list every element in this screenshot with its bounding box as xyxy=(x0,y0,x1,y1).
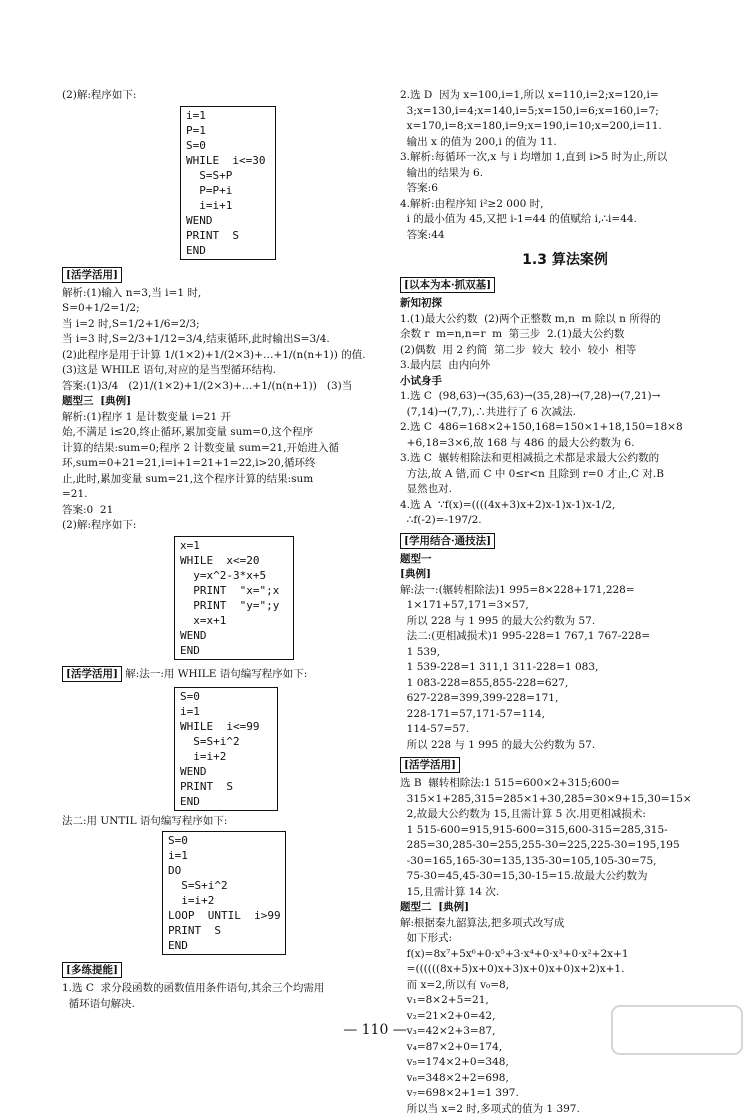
text-line: 1 539-228=1 311,1 311-228=1 083, xyxy=(400,660,730,676)
text-line: 输出的结果为 6. xyxy=(400,166,730,182)
right-column xyxy=(400,88,730,1117)
page-number: — 110 — xyxy=(0,1022,750,1038)
xiaoshi-title: 小试身手 xyxy=(400,374,730,390)
text-line: 1.选 C (98,63)→(35,63)→(35,28)→(7,28)→(7,21)→ xyxy=(400,389,730,405)
watermark-logo xyxy=(608,1000,748,1060)
text-line: 解析:(1)程序 1 是计数变量 i=21 开 xyxy=(62,410,392,426)
code-block-4: S=0 i=1 DO S=S+i^2 i=i+2 LOOP UNTIL i>99 PRINT S END xyxy=(162,831,286,955)
text-line: 输出 x 的值为 200,i 的值为 11. xyxy=(400,135,730,151)
text-line: 法二:(更相减损术)1 995-228=1 767,1 767-228= xyxy=(400,629,730,645)
text-line: 3.选 C 辗转相除法和更相减损之术都是求最大公约数的 xyxy=(400,451,730,467)
text-line: v₇=698×2+1=1 397. xyxy=(400,1086,730,1102)
huoxue3-tag: [活学活用] xyxy=(400,757,460,773)
text-line: 所以 228 与 1 995 的最大公约数为 57. xyxy=(400,738,730,754)
text-line: =((((((8x+5)x+0)x+3)x+0)x+0)x+2)x+1. xyxy=(400,962,730,978)
text-line: (2)此程序是用于计算 1/(1×2)+1/(2×3)+…+1/(n(n+1)) 的值. xyxy=(62,348,392,364)
part2-intro: (2)解:程序如下: xyxy=(62,88,392,104)
text-line: S=0+1/2=1/2; xyxy=(62,301,392,317)
text-line: 2.选 C 486=168×2+150,168=150×1+18,150=18×8 xyxy=(400,420,730,436)
text-line: 止,此时,累加变量 sum=21,这个程序计算的结果:sum xyxy=(62,472,392,488)
text-line: x=170,i=8;x=180,i=9;x=190,i=10;x=200,i=11. xyxy=(400,119,730,135)
text-line: 1×171+57,171=3×57, xyxy=(400,598,730,614)
dianli-tag: [典例] xyxy=(400,568,431,580)
text-line: 15,且需计算 14 次. xyxy=(400,885,730,901)
text-line: 余数 r m=n,n=r m 第三步 2.(1)最大公约数 xyxy=(400,327,730,343)
text-line: 315×1+285,315=285×1+30,285=30×9+15,30=15× xyxy=(400,792,730,808)
text-line: 4.解析:由程序知 i²≥2 000 时, xyxy=(400,197,730,213)
text-line: 1 083-228=855,855-228=627, xyxy=(400,676,730,692)
text-line: 答案:6 xyxy=(400,181,730,197)
fa2-text: 法二:用 UNTIL 语句编写程序如下: xyxy=(62,814,392,830)
duolian-tag: [多练提能] xyxy=(62,962,122,978)
text-line: 627-228=399,399-228=171, xyxy=(400,691,730,707)
text-line: 而 x=2,所以有 v₀=8, xyxy=(400,978,730,994)
text-line: 所以当 x=2 时,多项式的值为 1 397. xyxy=(400,1102,730,1117)
text-line: (2)偶数 用 2 约简 第二步 较大 较小 较小 相等 xyxy=(400,343,730,359)
text-line: 如下形式: xyxy=(400,931,730,947)
text-line: 解:根据秦九韶算法,把多项式改写成 xyxy=(400,916,730,932)
code-block-3: S=0 i=1 WHILE i<=99 S=S+i^2 i=i+2 WEND PRINT S END xyxy=(174,687,278,811)
text-line: 方法,故 A 错,而 C 中 0≤r<n 且除到 r=0 才止,C 对.B xyxy=(400,467,730,483)
text-line: 1 515-600=915,915-600=315,600-315=285,315- xyxy=(400,823,730,839)
text-line: 285=30,285-30=255,255-30=225,225-30=195,195 xyxy=(400,838,730,854)
text-line: 3.解析:每循环一次,x 与 i 均增加 1,直到 i>5 时为止,所以 xyxy=(400,150,730,166)
duolian-answer xyxy=(62,981,392,1012)
code-block-2: x=1 WHILE x<=20 y=x^2-3*x+5 PRINT "x=";x PRINT "y=";y x=x+1 WEND END xyxy=(174,536,294,660)
tx3-label: 题型三 xyxy=(62,395,94,407)
text-line: v₄=87×2+0=174, xyxy=(400,1040,730,1056)
text-line: v₂=21×2+0=42, xyxy=(400,1009,730,1025)
text-line: 114-57=57. xyxy=(400,722,730,738)
text-line: 始,不满足 i≤20,终止循环,累加变量 sum=0,这个程序 xyxy=(62,425,392,441)
text-line: (2)解:程序如下: xyxy=(62,518,392,534)
text-line: 3.最内层 由内向外 xyxy=(400,358,730,374)
text-line: -30=165,165-30=135,135-30=105,105-30=75, xyxy=(400,854,730,870)
huoxue2-tag: [活学活用] xyxy=(62,666,122,682)
huoxue-tag: [活学活用] xyxy=(62,267,122,283)
text-line: 解:法一:(辗转相除法)1 995=8×228+171,228= xyxy=(400,583,730,599)
tx2-tag: [典例] xyxy=(438,901,469,913)
text-line: 当 i=2 时,S=1/2+1/6=2/3; xyxy=(62,317,392,333)
text-line: 228-171=57,171-57=114, xyxy=(400,707,730,723)
text-line: 解析:(1)输入 n=3,当 i=1 时, xyxy=(62,286,392,302)
hx2-text: 解:法一:用 WHILE 语句编写程序如下: xyxy=(125,668,307,680)
text-line: v₁=8×2+5=21, xyxy=(400,993,730,1009)
text-line: 4.选 A ∵f(x)=((((4x+3)x+2)x-1)x-1)x-1/2, xyxy=(400,498,730,514)
code-block-1: i=1 P=1 S=0 WHILE i<=30 S=S+P P=P+i i=i+1 WEND PRINT S END xyxy=(180,106,276,260)
text-line: 75-30=45,45-30=15,30-15=15.故最大公约数为 xyxy=(400,869,730,885)
text-line: 2,故最大公约数为 15,且需计算 5 次.用更相减损术: xyxy=(400,807,730,823)
text-line: 3;x=130,i=4;x=140,i=5;x=150,i=6;x=160,i=7; xyxy=(400,104,730,120)
text-line: 循环语句解决. xyxy=(62,997,392,1013)
tx2-title: 题型二 xyxy=(400,901,432,913)
text-line: 1.选 C 求分段函数的函数值用条件语句,其余三个均需用 xyxy=(62,981,392,997)
text-line: 所以 228 与 1 995 的最大公约数为 57. xyxy=(400,614,730,630)
text-line: (3)这是 WHILE 语句,对应的是当型循环结构. xyxy=(62,363,392,379)
text-line: 1 539, xyxy=(400,645,730,661)
tx3-answer xyxy=(62,410,392,534)
text-line: 选 B 辗转相除法:1 515=600×2+315;600= xyxy=(400,776,730,792)
text-line: =21. xyxy=(62,487,392,503)
dianli-answer xyxy=(400,583,730,754)
tx3-tag: [典例] xyxy=(100,395,131,407)
text-line: ∴f(-2)=-197/2. xyxy=(400,513,730,529)
xinzhi-title: 新知初探 xyxy=(400,296,730,312)
text-line: 答案:44 xyxy=(400,228,730,244)
text-line: 显然也对. xyxy=(400,482,730,498)
yiben-tag: [以本为本·抓双基] xyxy=(400,277,495,293)
text-line: f(x)=8x⁷+5x⁶+0·x⁵+3·x⁴+0·x³+0·x²+2x+1 xyxy=(400,947,730,963)
xueyong-tag: [学用结合·通技法] xyxy=(400,533,495,549)
text-line: (7,14)→(7,7),∴共进行了 6 次减法. xyxy=(400,405,730,421)
text-line: v₅=174×2+0=348, xyxy=(400,1055,730,1071)
xiaoshi-answers xyxy=(400,389,730,529)
left-column xyxy=(62,88,392,1012)
text-line: 2.选 D 因为 x=100,i=1,所以 x=110,i=2;x=120,i= xyxy=(400,88,730,104)
text-line: v₆=348×2+2=698, xyxy=(400,1071,730,1087)
text-line: 答案:(1)3/4 (2)1/(1×2)+1/(2×3)+…+1/(n(n+1)) (3)当 xyxy=(62,379,392,395)
huoxue-answer xyxy=(62,286,392,395)
text-line: 环,sum=0+21=21,i=i+1=21+1=22,i>20,循环终 xyxy=(62,456,392,472)
huoxue3-answer xyxy=(400,776,730,900)
xinzhi-answers xyxy=(400,312,730,374)
text-line: 1.(1)最大公约数 (2)两个正整数 m,n m 除以 n 所得的 xyxy=(400,312,730,328)
answers-2-4 xyxy=(400,88,730,243)
text-line: v₃=42×2+3=87, xyxy=(400,1024,730,1040)
text-line: +6,18=3×6,故 168 与 486 的最大公约数为 6. xyxy=(400,436,730,452)
tx1-title: 题型一 xyxy=(400,552,730,568)
text-line: 答案:0 21 xyxy=(62,503,392,519)
text-line: i 的最小值为 45,又把 i-1=44 的值赋给 i,∴i=44. xyxy=(400,212,730,228)
text-line: 当 i=3 时,S=2/3+1/12=3/4,结束循环,此时输出S=3/4. xyxy=(62,332,392,348)
text-line: 计算的结果:sum=0;程序 2 计数变量 sum=21,开始进入循 xyxy=(62,441,392,457)
section-title: 1.3 算法案例 xyxy=(400,249,730,269)
